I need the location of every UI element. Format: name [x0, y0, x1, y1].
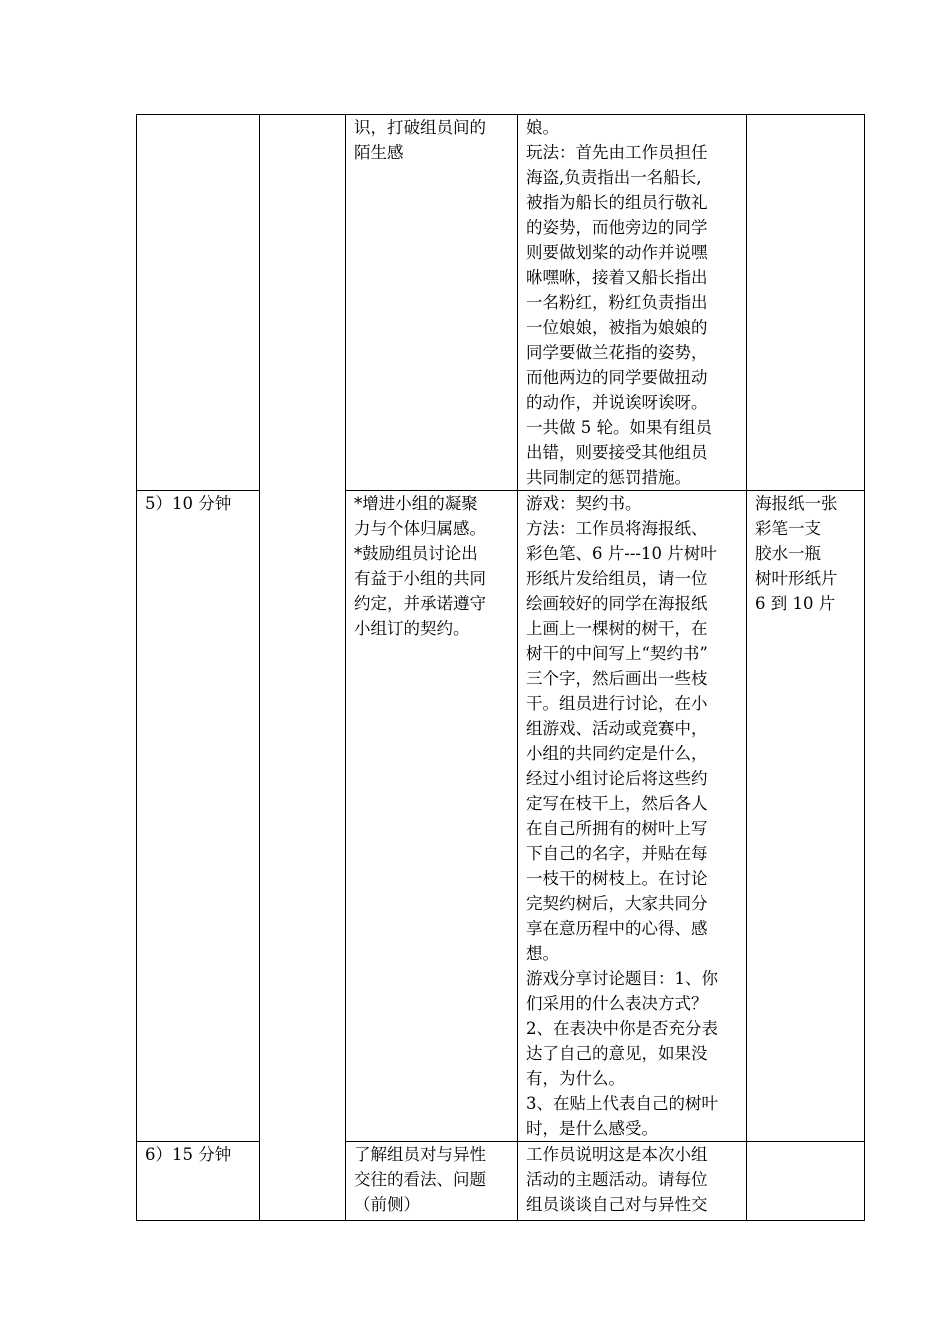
- content-cell: [518, 1142, 747, 1221]
- content-line: 组员谈谈自己对与异性交: [526, 1195, 708, 1214]
- content-line: 游戏：契约书。: [526, 494, 642, 513]
- content-line: 上画上一棵树的树干，在: [526, 619, 708, 638]
- materials-line: 胶水一瓶: [755, 544, 821, 563]
- content-line: 一共做 5 轮。如果有组员: [526, 418, 712, 437]
- goal-line: *鼓励组员讨论出: [354, 544, 478, 563]
- content-line: 咻嘿咻，接着又船长指出: [526, 268, 708, 287]
- content-line: 则要做划桨的动作并说嘿: [526, 243, 708, 262]
- content-line: 干。组员进行讨论，在小: [526, 694, 708, 713]
- content-line: 一枝干的树枝上。在讨论: [526, 869, 708, 888]
- goal-line: 小组订的契约。: [354, 619, 470, 638]
- content-line: 工作员说明这是本次小组: [526, 1145, 708, 1164]
- content-line: 方法：工作员将海报纸、: [526, 519, 708, 538]
- content-line: 2、在表决中你是否充分表: [526, 1019, 718, 1038]
- content-line: 活动的主题活动。请每位: [526, 1170, 708, 1189]
- content-line: 同学要做兰花指的姿势，: [526, 343, 708, 362]
- goal-line: 约定，并承诺遵守: [354, 594, 486, 613]
- content-line: 定写在枝干上，然后各人: [526, 794, 708, 813]
- table-row: [137, 491, 865, 1142]
- content-line: 绘画较好的同学在海报纸: [526, 594, 708, 613]
- materials-cell: [747, 1142, 865, 1221]
- content-line: 一位娘娘，被指为娘娘的: [526, 318, 708, 337]
- content-line: 树干的中间写上“契约书”: [526, 644, 708, 663]
- content-line: 共同制定的惩罚措施。: [526, 468, 691, 487]
- content-line: 下自己的名字，并贴在每: [526, 844, 708, 863]
- content-line: 享在意历程中的心得、感: [526, 919, 708, 938]
- time-cell: 5）10 分钟: [137, 491, 260, 1142]
- goal-line: *增进小组的凝聚: [354, 494, 478, 513]
- content-line: 想。: [526, 944, 559, 963]
- goal-line: 力与个体归属感。: [354, 519, 486, 538]
- materials-cell: [747, 115, 865, 491]
- materials-line: 6 到 10 片: [755, 594, 836, 613]
- goal-line: 陌生感: [354, 143, 404, 162]
- content-line: 经过小组讨论后将这些约: [526, 769, 708, 788]
- materials-line: 海报纸一张: [755, 494, 838, 513]
- content-line: 玩法：首先由工作员担任: [526, 143, 708, 162]
- content-line: 小组的共同约定是什么，: [526, 744, 708, 763]
- table-row: [137, 1142, 865, 1221]
- content-line: 形纸片发给组员，请一位: [526, 569, 708, 588]
- content-line: 组游戏、活动或竞赛中，: [526, 719, 708, 738]
- content-line: 完契约树后，大家共同分: [526, 894, 708, 913]
- goal-cell: [346, 1142, 518, 1221]
- content-line: 海盗,负责指出一名船长,: [526, 168, 702, 187]
- time-cell: [137, 115, 260, 491]
- content-line: 娘。: [526, 118, 559, 137]
- goal-line: 识，打破组员间的: [354, 118, 486, 137]
- materials-line: 树叶形纸片: [755, 569, 838, 588]
- goal-cell: [346, 491, 518, 1142]
- time-cell: 6）15 分钟: [137, 1142, 260, 1221]
- content-cell: [518, 115, 747, 491]
- content-line: 在自己所拥有的树叶上写: [526, 819, 708, 838]
- content-line: 时，是什么感受。: [526, 1119, 658, 1138]
- materials-line: 彩笔一支: [755, 519, 821, 538]
- content-line: 三个字，然后画出一些枝: [526, 669, 708, 688]
- content-line: 一名粉红，粉红负责指出: [526, 293, 708, 312]
- goal-line: 交往的看法、问题: [354, 1170, 486, 1189]
- content-line: 有，为什么。: [526, 1069, 625, 1088]
- content-line: 达了自己的意见，如果没: [526, 1044, 708, 1063]
- content-line: 3、在贴上代表自己的树叶: [526, 1094, 718, 1113]
- goal-line: 了解组员对与异性: [354, 1145, 486, 1164]
- goal-line: （前侧）: [354, 1195, 420, 1214]
- content-line: 的姿势，而他旁边的同学: [526, 218, 708, 237]
- content-line: 们采用的什么表决方式？: [526, 994, 708, 1013]
- table-row: [137, 115, 865, 491]
- content-line: 而他两边的同学要做扭动: [526, 368, 708, 387]
- merged-cell: [260, 115, 346, 1221]
- content-line: 彩色笔、6 片---10 片树叶: [526, 544, 717, 563]
- content-line: 被指为船长的组员行敬礼: [526, 193, 708, 212]
- goal-line: 有益于小组的共同: [354, 569, 486, 588]
- content-line: 的动作，并说诶呀诶呀。: [526, 393, 708, 412]
- content-cell: [518, 491, 747, 1142]
- goal-cell: [346, 115, 518, 491]
- content-line: 出错，则要接受其他组员: [526, 443, 708, 462]
- materials-cell: [747, 491, 865, 1142]
- activity-plan-table: [136, 114, 865, 1221]
- content-line: 游戏分享讨论题目：1、你: [526, 969, 718, 988]
